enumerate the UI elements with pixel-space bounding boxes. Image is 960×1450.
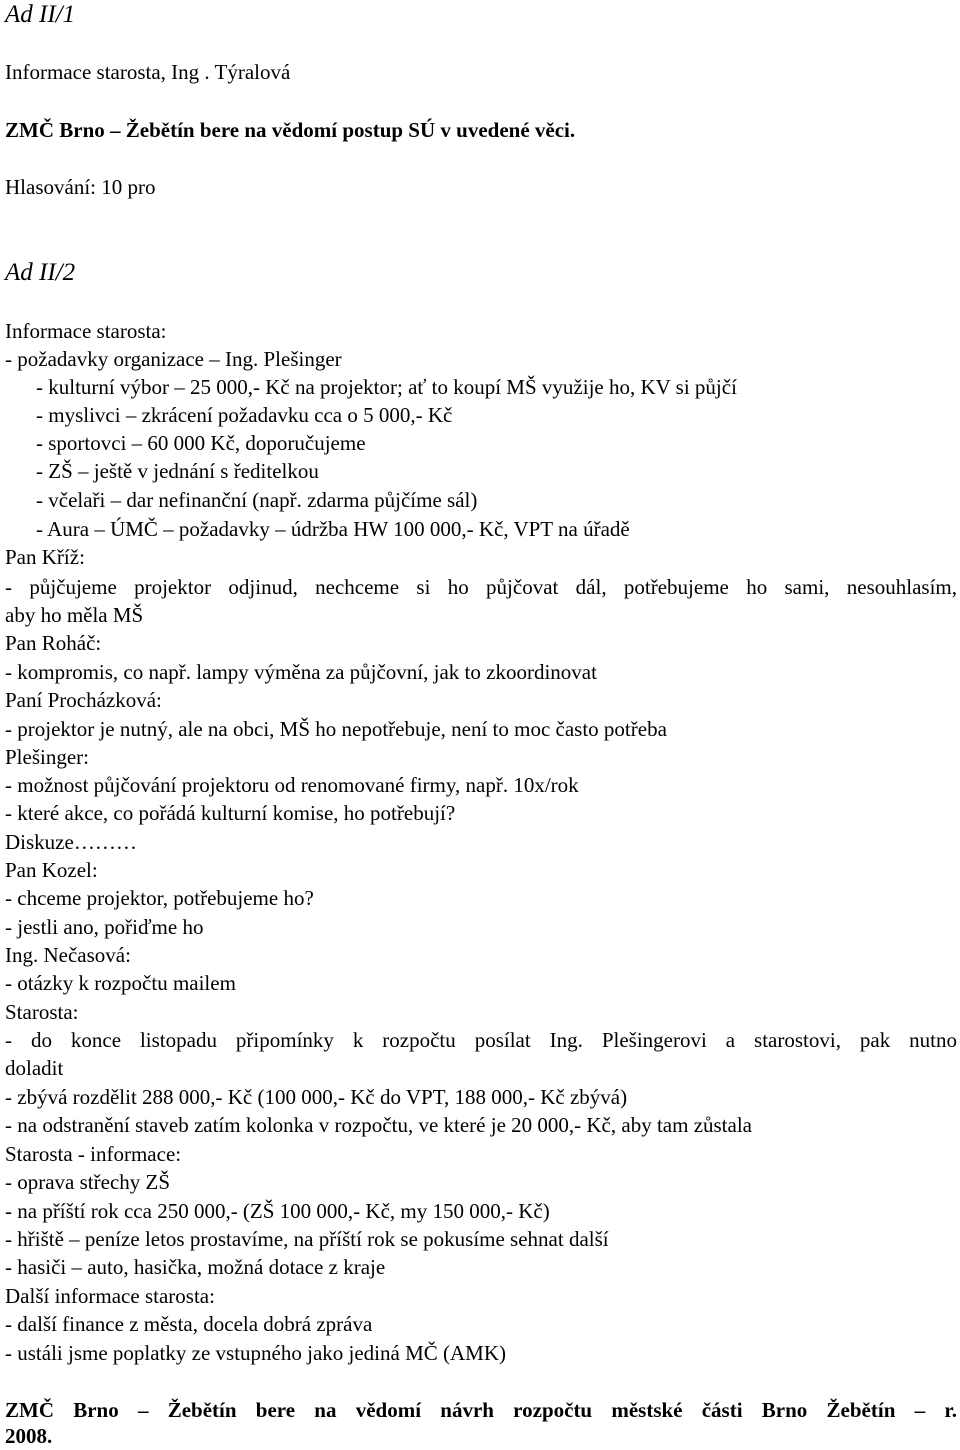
paragraph-informace: Informace starosta, Ing . Týralová xyxy=(5,60,291,84)
speaker-label: Starosta: xyxy=(5,1000,79,1024)
text-line: - kompromis, co např. lampy výměna za půjčovní, jak to zkoordinovat xyxy=(5,660,597,684)
text-line: - otázky k rozpočtu mailem xyxy=(5,971,236,995)
speaker-label: Ing. Nečasová: xyxy=(5,943,131,967)
speaker-label: Pan Kozel: xyxy=(5,858,98,882)
speaker-label: Další informace starosta: xyxy=(5,1284,215,1308)
text-line: doladit xyxy=(5,1056,64,1080)
speaker-label: Paní Procházková: xyxy=(5,688,162,712)
text-line: - další finance z města, docela dobrá zpráva xyxy=(5,1312,373,1336)
text-line: - ustáli jsme poplatky ze vstupného jako jediná MČ (AMK) xyxy=(5,1341,506,1365)
final-resolution: ZMČ Brno – Žebětín bere na vědomí návrh rozpočtu městské části Brno Žebětín – r. xyxy=(5,1398,957,1422)
section-heading-ad-ii-1: Ad II/1 xyxy=(5,1,76,28)
text-line: aby ho měla MŠ xyxy=(5,603,144,627)
section-heading-ad-ii-2: Ad II/2 xyxy=(5,259,76,286)
text-line: - na odstranění staveb zatím kolonka v rozpočtu, ve které je 20 000,- Kč, aby tam zůstala xyxy=(5,1113,752,1137)
text-line: - chceme projektor, potřebujeme ho? xyxy=(5,886,314,910)
text-line: - zbývá rozdělit 288 000,- Kč (100 000,- Kč do VPT, 188 000,- Kč zbývá) xyxy=(5,1085,628,1109)
text-line: - požadavky organizace – Ing. Plešinger xyxy=(5,347,342,371)
text-line: - sportovci – 60 000 Kč, doporučujeme xyxy=(36,431,366,455)
text-line: - myslivci – zkrácení požadavku cca o 5 000,- Kč xyxy=(36,403,453,427)
speaker-label: Pan Roháč: xyxy=(5,631,102,655)
vote-result: Hlasování: 10 pro xyxy=(5,175,156,199)
text-line: - které akce, co pořádá kulturní komise, ho potřebují? xyxy=(5,801,456,825)
speaker-label: Plešinger: xyxy=(5,745,89,769)
speaker-label: Starosta - informace: xyxy=(5,1142,182,1166)
discussion-label: Diskuze……… xyxy=(5,830,137,854)
text-line: - projektor je nutný, ale na obci, MŠ ho nepotřebuje, není to moc často potřeba xyxy=(5,717,667,741)
text-line: - do konce listopadu připomínky k rozpočtu posílat Ing. Plešingerovi a starostovi, pak nutno xyxy=(5,1028,957,1052)
speaker-label: Pan Kříž: xyxy=(5,545,85,569)
resolution-text: ZMČ Brno – Žebětín bere na vědomí postup SÚ v uvedené věci. xyxy=(5,118,576,142)
text-line: Informace starosta: xyxy=(5,319,167,343)
text-line: - jestli ano, pořiďme ho xyxy=(5,915,204,939)
text-line: - Aura – ÚMČ – požadavky – údržba HW 100 000,- Kč, VPT na úřadě xyxy=(36,517,630,541)
text-line: - oprava střechy ZŠ xyxy=(5,1170,171,1194)
text-line: - možnost půjčování projektoru od renomované firmy, např. 10x/rok xyxy=(5,773,579,797)
text-line: - kulturní výbor – 25 000,- Kč na projektor; ať to koupí MŠ využije ho, KV si půjčí xyxy=(36,375,737,399)
text-line: - hasiči – auto, hasička, možná dotace z kraje xyxy=(5,1255,386,1279)
text-line: - půjčujeme projektor odjinud, nechceme si ho půjčovat dál, potřebujeme ho sami, nesouhlasím, xyxy=(5,575,957,599)
text-line: - ZŠ – ještě v jednání s ředitelkou xyxy=(36,459,319,483)
text-line: - hřiště – peníze letos prostavíme, na příští rok se pokusíme sehnat další xyxy=(5,1227,609,1251)
text-line: - včelaři – dar nefinanční (např. zdarma půjčíme sál) xyxy=(36,488,478,512)
final-resolution-year: 2008. xyxy=(5,1424,53,1448)
text-line: - na příští rok cca 250 000,- (ZŠ 100 000,- Kč, my 150 000,- Kč) xyxy=(5,1199,550,1223)
